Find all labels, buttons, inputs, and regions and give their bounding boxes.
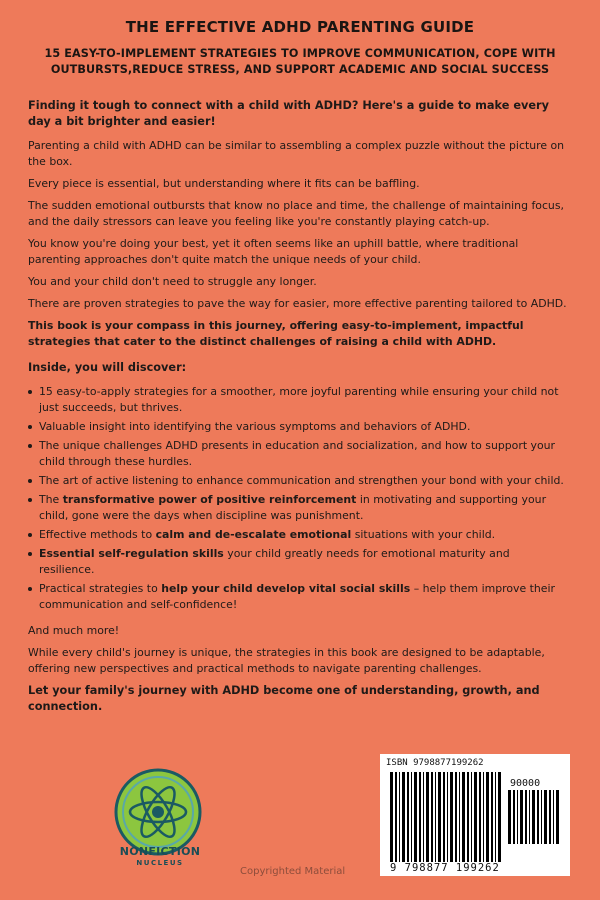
feature-list (28, 384, 568, 613)
paragraph: Parenting a child with ADHD can be similar to assembling a complex puzzle without the picture on the box. (28, 139, 565, 168)
bullet-icon (28, 390, 32, 394)
barcode-bars (390, 772, 502, 862)
bullet-icon (28, 552, 32, 556)
list-item (28, 546, 568, 578)
list-item-text: The (39, 493, 63, 506)
list-item-text: in motivating and supporting your child, gone were the days when discipline was punishment. (39, 493, 547, 522)
isbn-label: ISBN 9798877199262 (386, 758, 484, 768)
paragraph: The sudden emotional outbursts that know no place and time, the challenge of maintaining focus, and the daily stressors can leave you feeling like you're constantly playing catch-up. (28, 199, 564, 228)
inside-heading: Inside, you will discover: (28, 361, 187, 374)
list-item (28, 527, 568, 543)
list-item-emphasis: help your child develop vital social skills (161, 582, 411, 595)
list-item-text: The unique challenges ADHD presents in education and socialization, and how to support your child through these hurdles. (39, 439, 556, 468)
list-item-emphasis: Essential self-regulation skills (39, 547, 224, 560)
bullet-icon (28, 498, 32, 502)
list-item (28, 492, 568, 524)
list-item-text: The art of active listening to enhance communication and strengthen your bond with your child. (39, 474, 564, 487)
list-item-text: your child greatly needs for emotional maturity and resilience. (39, 547, 510, 576)
cover-title: THE EFFECTIVE ADHD PARENTING GUIDE (125, 18, 475, 36)
intro-text: Finding it tough to connect with a child with ADHD? Here's a guide to make every day a bit brighter and easier! (28, 99, 549, 128)
closing-text: Let your family's journey with ADHD become one of understanding, growth, and connection. (28, 684, 540, 713)
list-item-emphasis: calm and de-escalate emotional (155, 528, 352, 541)
compass-paragraph: This book is your compass in this journey, offering easy-to-implement, impactful strategies that cater to the distinct challenges of raising a child with ADHD. (28, 319, 524, 348)
paragraph: You know you're doing your best, yet it often seems like an uphill battle, where traditional parenting approaches don't quite match the unique needs of your child. (28, 237, 519, 266)
list-item (28, 419, 568, 435)
bullet-icon (28, 425, 32, 429)
cover-subtitle (30, 46, 570, 78)
list-item-text: Valuable insight into identifying the various symptoms and behaviors of ADHD. (39, 420, 471, 433)
price-code: 90000 (510, 778, 541, 789)
list-item-text: – help them improve their communication and self-confidence! (39, 582, 555, 611)
paragraph: Every piece is essential, but understanding where it fits can be baffling. (28, 177, 420, 190)
more-text: And much more! (28, 624, 120, 637)
logo-name: NONFICTION (119, 845, 201, 858)
bullet-icon (28, 533, 32, 537)
logo-subname: NUCLEUS (136, 859, 184, 867)
list-item-text: situations with your child. (351, 528, 496, 541)
adaptable-paragraph: While every child's journey is unique, the strategies in this book are designed to be adaptable, offering new perspectives and practical methods to navigate parenting challenges. (28, 646, 545, 675)
list-item-text: Practical strategies to (39, 582, 162, 595)
paragraph: You and your child don't need to struggle any longer. (28, 275, 317, 288)
barcode (380, 754, 570, 876)
list-item (28, 473, 568, 489)
isbn-digits: 9 798877 199262 (390, 862, 500, 874)
price-barcode-bars (508, 790, 560, 844)
list-item (28, 384, 568, 416)
list-item (28, 581, 568, 613)
subtitle-line-2: OUTBURSTS,REDUCE STRESS, AND SUPPORT ACADEMIC AND SOCIAL SUCCESS (50, 63, 550, 76)
bullet-icon (28, 479, 32, 483)
bullet-icon (28, 587, 32, 591)
list-item-text: 15 easy-to-apply strategies for a smoother, more joyful parenting while ensuring your child not just succeeds, but thrives. (39, 385, 559, 414)
bullet-icon (28, 444, 32, 448)
blurb (28, 98, 568, 721)
copyright-watermark: Copyrighted Material (240, 866, 346, 877)
paragraph: There are proven strategies to pave the way for easier, more effective parenting tailored to ADHD. (28, 297, 567, 310)
list-item-emphasis: transformative power of positive reinforcement (62, 493, 357, 506)
subtitle-line-1: 15 EASY-TO-IMPLEMENT STRATEGIES TO IMPROVE COMMUNICATION, COPE WITH (44, 47, 556, 60)
list-item-text: Effective methods to (39, 528, 156, 541)
list-item (28, 438, 568, 470)
